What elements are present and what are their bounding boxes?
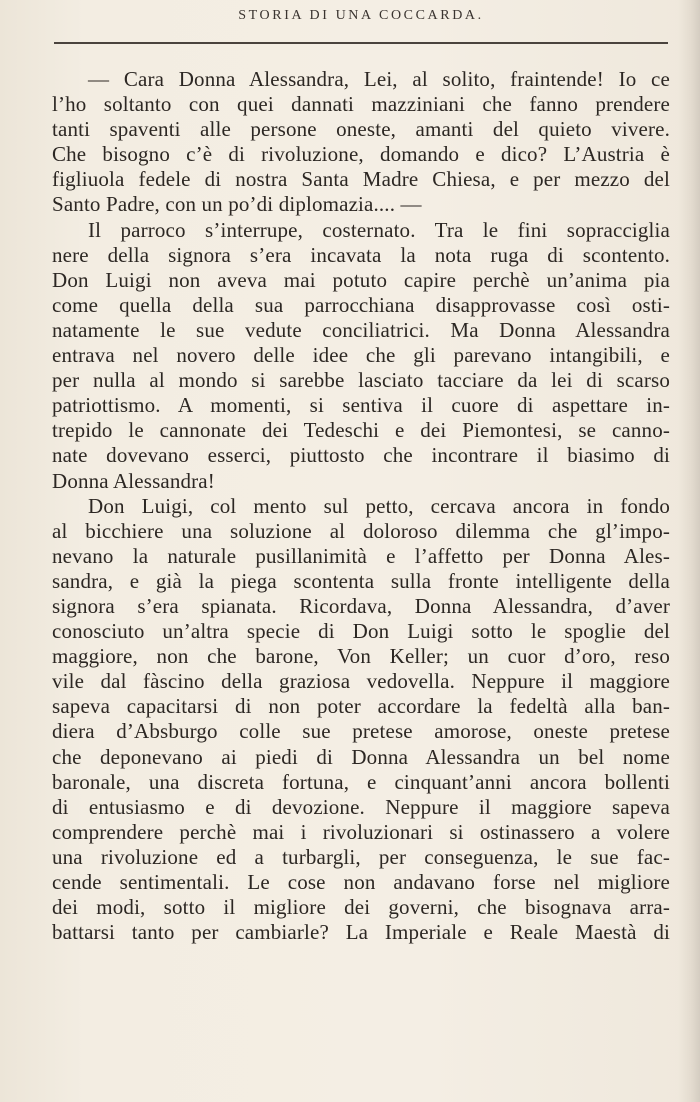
text-line: maggiore, non che barone, Von Keller; un cuor d’oro, reso xyxy=(52,644,670,669)
text-line: Il parroco s’interrupe, costernato. Tra le fini sopracciglia xyxy=(88,217,670,242)
text-line: signora s’era spianata. Ricordava, Donna Alessandra, d’aver xyxy=(52,593,670,618)
text-line: per nulla al mondo si sarebbe lasciato tacciare da lei di scarso xyxy=(52,368,670,393)
text-line: l’ho soltanto con quei dannati mazziniani che fanno prendere xyxy=(52,92,670,117)
text-line: Don Luigi, col mento sul petto, cercava ancora in fondo xyxy=(88,493,670,518)
paragraph xyxy=(52,494,670,946)
text-line: Che bisogno c’è di rivoluzione, domando e dico? L’Austria è xyxy=(52,142,670,167)
page-edge-shadow xyxy=(678,0,700,1102)
text-line: che deponevano ai piedi di Donna Alessandra un bel nome xyxy=(52,744,670,769)
text-line: cende sentimentali. Le cose non andavano forse nel migliore xyxy=(52,870,670,894)
text-line: figliuola fedele di nostra Santa Madre Chiesa, e per mezzo del xyxy=(52,167,670,192)
header-rule xyxy=(54,42,668,44)
paragraph xyxy=(52,67,670,218)
text-line: baronale, una discreta fortuna, e cinquant’anni ancora bollenti xyxy=(52,769,670,794)
running-title: STORIA DI UNA COCCARDA. xyxy=(238,8,484,23)
text-line: patriottismo. A momenti, si sentiva il cuore di aspettare in- xyxy=(52,393,670,418)
text-line: di entusiasmo e di devozione. Neppure il maggiore sapeva xyxy=(52,794,670,819)
text-line: una rivoluzione ed a turbargli, per conseguenza, le sue fac- xyxy=(52,844,670,869)
text-line: nere della signora s’era incavata la nota ruga di scontento. xyxy=(52,242,670,267)
text-line: natamente le sue vedute conciliatrici. Ma Donna Alessandra xyxy=(52,317,670,342)
body-text xyxy=(52,67,670,945)
text-line: battarsi tanto per cambiarle? La Imperiale e Reale Maestà di xyxy=(52,920,670,945)
text-line: Santo Padre, con un po’di diplomazia.... — xyxy=(52,192,422,217)
paragraph xyxy=(52,218,670,494)
text-line: — Cara Donna Alessandra, Lei, al solito, fraintende! Io ce xyxy=(88,67,670,91)
text-line: come quella della sua parrocchiana disapprovasse così osti- xyxy=(52,292,670,317)
text-line: nate dovevano esserci, piuttosto che incontrare il biasimo di xyxy=(52,443,670,468)
text-line: sandra, e già la piega scontenta sulla fronte intelligente della xyxy=(52,568,670,593)
text-line: Donna Alessandra! xyxy=(52,468,215,493)
text-line: conosciuto un’altra specie di Don Luigi sotto le spoglie del xyxy=(52,619,670,644)
text-line: trepido le cannonate dei Tedeschi e dei Piemontesi, se canno- xyxy=(52,418,670,443)
text-line: tanti spaventi alle persone oneste, amanti del quieto vivere. xyxy=(52,117,670,142)
text-line: vile dal fàscino della graziosa vedovella. Neppure il maggiore xyxy=(52,669,670,694)
text-line: nevano la naturale pusillanimità e l’affetto per Donna Ales- xyxy=(52,543,670,568)
text-line: sapeva capacitarsi di non poter accordare la fedeltà alla ban- xyxy=(52,694,670,719)
text-line: Don Luigi non aveva mai potuto capire perchè un’anima pia xyxy=(52,267,670,292)
text-line: diera d’Absburgo colle sue pretese amorose, oneste pretese xyxy=(52,719,670,744)
text-line: al bicchiere una soluzione al doloroso dilemma che gl’impo- xyxy=(52,518,670,543)
text-line: comprendere perchè mai i rivoluzionari si ostinassero a volere xyxy=(52,819,670,844)
text-line: entrava nel novero delle idee che gli parevano intangibili, e xyxy=(52,343,670,368)
text-line: dei modi, sotto il migliore dei governi, che bisognava arra- xyxy=(52,895,670,920)
